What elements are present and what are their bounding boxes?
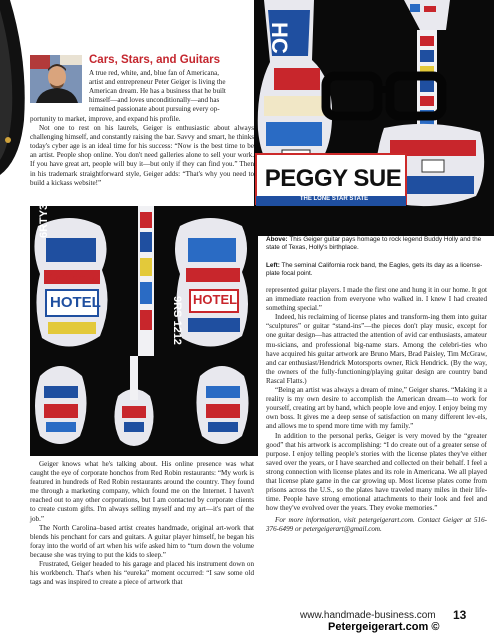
footer-website: www.handmade-business.com bbox=[300, 610, 436, 621]
peggy-sue-plate-text: PEGGY SUE bbox=[264, 165, 402, 192]
caption-left bbox=[266, 262, 486, 278]
column-1 bbox=[30, 115, 254, 188]
watermark: Petergeigerart.com © bbox=[328, 621, 440, 633]
caption-left-text: The seminal California rock band, the Eagles, gets its day as a license-plate focal point. bbox=[266, 262, 483, 277]
article-title: Cars, Stars, and Guitars bbox=[89, 54, 221, 66]
intro-line: remained passionate about pursuing every op- bbox=[89, 105, 220, 114]
intro-block bbox=[89, 69, 254, 114]
page-number: 13 bbox=[453, 608, 467, 622]
author-photo bbox=[30, 55, 82, 103]
hotel-text-left: HOTEL bbox=[50, 294, 101, 311]
svg-text:HC: HC bbox=[267, 22, 292, 54]
paragraph: represented guitar players. I made the first one and hung it in our home. It got an immediate reaction from everyone who walked in. I knew I had created something special.” bbox=[266, 286, 487, 313]
intro-line: himself—and loves unconditionally—and has bbox=[89, 96, 220, 105]
column-2 bbox=[30, 460, 254, 587]
caption-above bbox=[266, 236, 486, 252]
intro-line: American dream. He has a business that he built bbox=[89, 87, 226, 96]
paragraph: Frustrated, Geiger headed to his garage and placed his instrument down on his workbench. That's when his “eureka” moment occurred: “I saw some old tags and was inspired to create a piece of artwork that bbox=[30, 560, 254, 587]
california-script: California bbox=[48, 273, 99, 284]
paragraph: The North Carolina–based artist creates handmade, original art-work that blends his penchant for cars and guitars. A guitar player himself, he began his foray into the world of art when his wife asked him to “turn down the volume because she was trying to put the kids to sleep.” bbox=[30, 523, 254, 559]
peggy-sue-plate-subtext: THE LONE STAR STATE bbox=[299, 196, 369, 202]
eagles-guitars-image bbox=[30, 206, 258, 456]
paragraph: Indeed, his reclaiming of license plates and transform-ing them into guitar “sculptures” or guitar “stand-ins”—the pieces don't play music, except for one guitar design—has attracted the attention of avid car enthusiasts, amateur mu-sicians, and professional big-name stars. Among the celebri-ties who have acquired his guitar artwork are Bruno Mars, Brad Paisley, Tim McGraw, and car enthusiast/Hendrick Motorsports owner, Rick Hendrick. (By the way, the owners of the fully-functioning/playing guitar design are country band Rascal Flatts.) bbox=[266, 313, 487, 385]
paragraph: In addition to the personal perks, Geiger is very moved by the “greater good” that his artwork is accomplishing: “I do create out of a greater sense of purpose. I enjoy telling people's stories with the license plates they've either saved over the years, or I have searched and collected on their behalf. I feel a strong connection with license plates and its role in Americana. We all played that license plate game in the car growing up. Most license plates come from prisons across the U.S., so the plates have traveled many miles in their life-time. People have strong emotional attachments to their look and feel and how they've evolved over the years. They evoke memories.” bbox=[266, 431, 487, 513]
paragraph: Geiger knows what he's talking about. His online presence was what caught the eye of corporate honchos from Red Robin restaurants: “My work is featured in hundreds of Red Robin restaurants around the country. They found me through a marketing company, which found me on the Internet. I haven't reached out to any other corporations, but I am contacted by corporate clients to create custom gifts. I'm always selling myself and my art—it's part of the job.” bbox=[30, 460, 254, 523]
contact-info: For more information, visit petergeigerart.com. Contact Geiger at 516-376-6499 or petergeigerart@gmail.com. bbox=[266, 516, 487, 534]
caption-above-label: Above: bbox=[266, 236, 288, 243]
intro-line: A true red, white, and, blue fan of Americana, bbox=[89, 69, 220, 77]
hotel-text-right: HOTEL bbox=[193, 292, 238, 307]
intro-tail: portunity to market, improve, and expand his profile. bbox=[30, 115, 181, 123]
corner-guitar-image bbox=[0, 0, 30, 175]
plate-number-left: 6RTY327 bbox=[38, 191, 50, 238]
column-3 bbox=[266, 286, 487, 535]
caption-above-text: This Geiger guitar pays homage to rock legend Buddy Holly and the state of Texas, Holly's birthplace. bbox=[266, 236, 482, 251]
plate-number-right: 9RS 1212 bbox=[171, 296, 183, 345]
intro-line: artist and entrepreneur Peter Geiger is living the bbox=[89, 78, 226, 87]
paragraph: Not one to rest on his laurels, Geiger is enthusiastic about always challenging himself, and constantly raising the bar. Savvy and smart, he thinks today's cyber age is an ideal time for his success: “Now is the best time to be an artist. People shop online. You don't need galleries alone to sell your work. If you have great art, people will buy it—but only if they can find you.” Then in his trademark straightforward style, Geiger adds: “That's why you need to build a kickass website!” bbox=[30, 124, 254, 187]
caption-left-label: Left: bbox=[266, 262, 280, 269]
paragraph: “Being an artist was always a dream of mine,” Geiger shares. “Making it a reality is my own desire to accomplish the American dream—to work for yourself, creating art by hand, which people love and enjoy. I enjoy being my own boss. It gives me a deep sense of satisfaction on many different lev-els, and allows me to spend more time with my family.” bbox=[266, 386, 487, 431]
